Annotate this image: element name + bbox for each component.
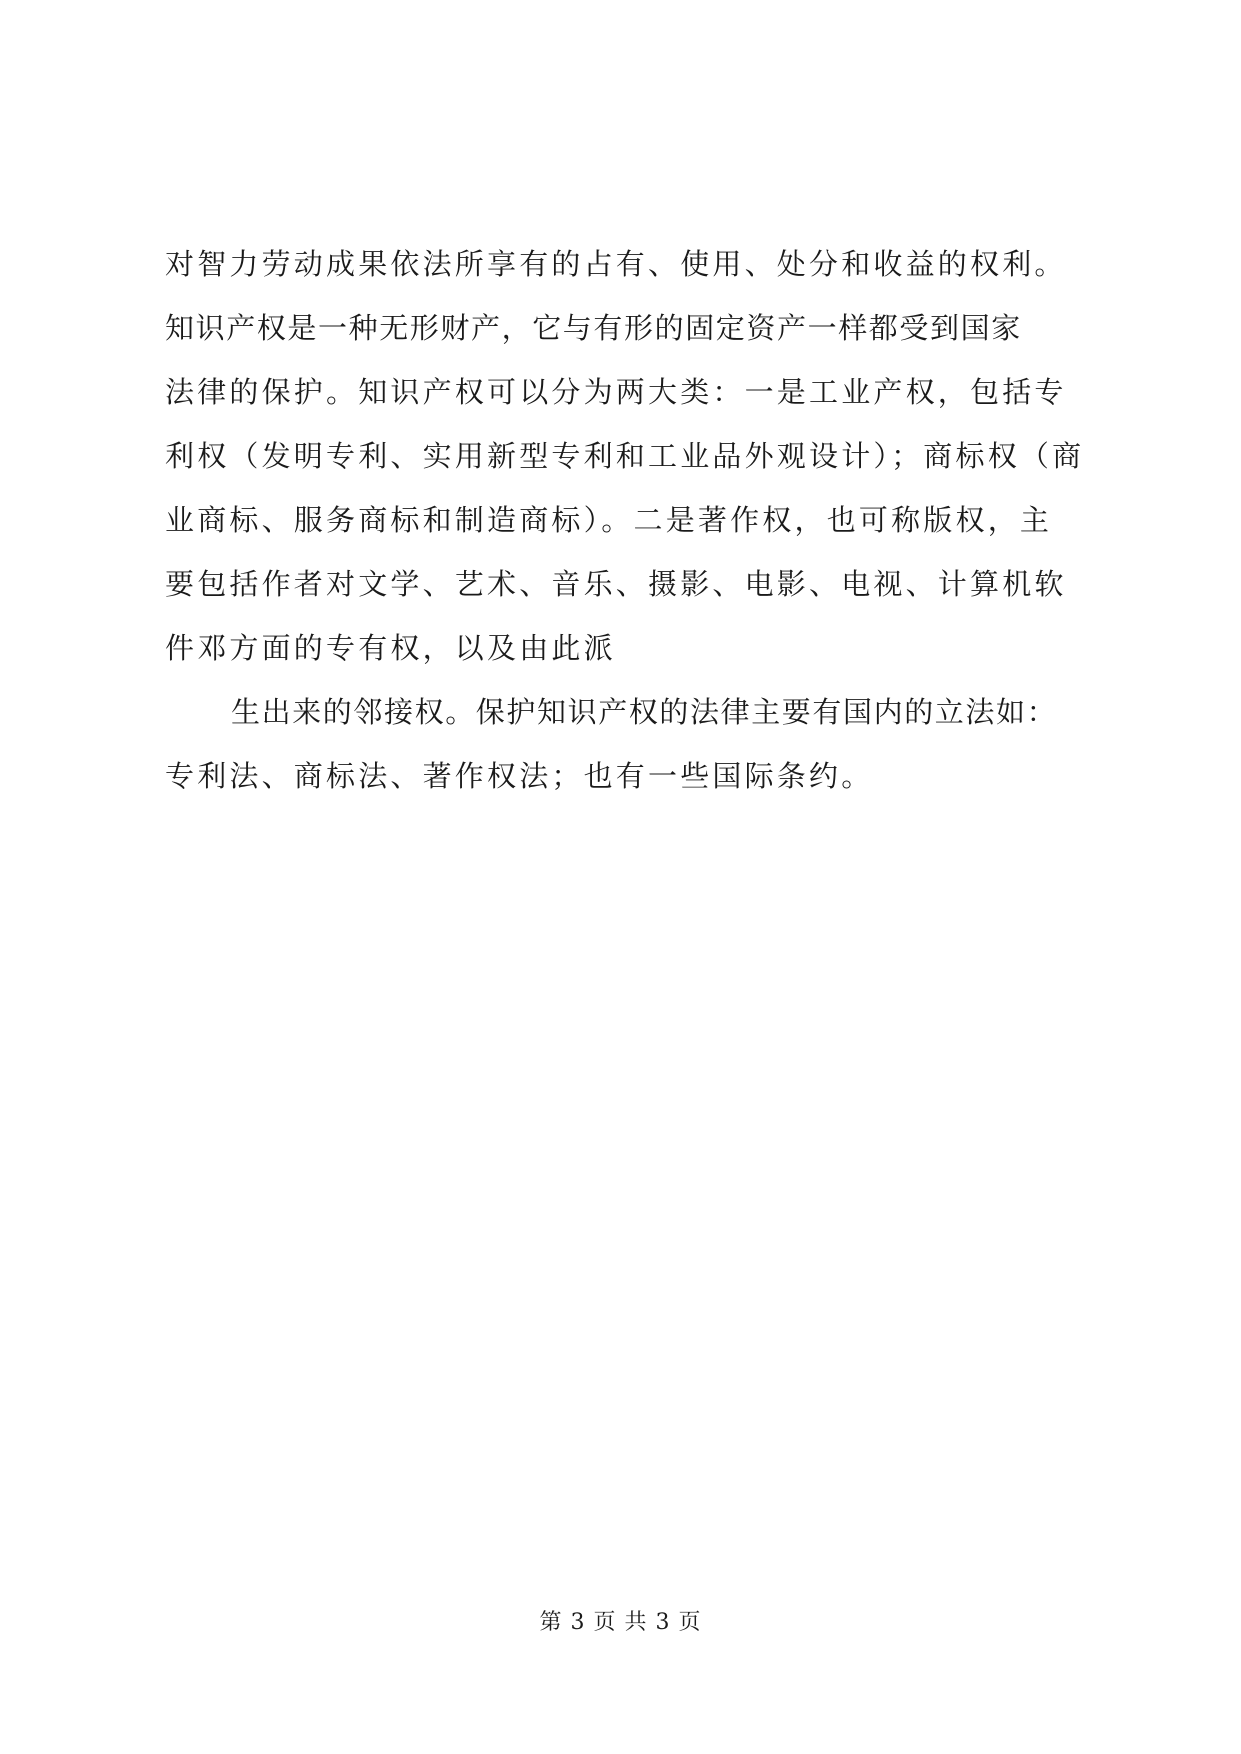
page-footer: 第 3 页 共 3 页 xyxy=(539,1610,702,1635)
text-line: 生出来的邻接权。保护知识产权的法律主要有国内的立法如： xyxy=(231,695,1058,729)
text-line: 知识产权是一种无形财产，它与有形的固定资产一样都受到国家 xyxy=(165,311,1022,345)
text-line: 要包括作者对文学、艺术、音乐、摄影、电影、电视、计算机软 xyxy=(165,567,1067,601)
body-text xyxy=(165,232,1085,808)
text-line: 法律的保护。知识产权可以分为两大类：一是工业产权，包括专 xyxy=(165,375,1067,409)
text-line: 专利法、商标法、著作权法；也有一些国际条约。 xyxy=(165,759,874,793)
text-line: 业商标、服务商标和制造商标）。二是著作权，也可称版权，主 xyxy=(165,503,1053,537)
text-line: 对智力劳动成果依法所享有的占有、使用、处分和收益的权利。 xyxy=(165,247,1067,281)
text-line: 件邓方面的专有权，以及由此派 xyxy=(165,631,616,665)
text-line: 利权（发明专利、实用新型专利和工业品外观设计）；商标权（商 xyxy=(165,439,1085,473)
